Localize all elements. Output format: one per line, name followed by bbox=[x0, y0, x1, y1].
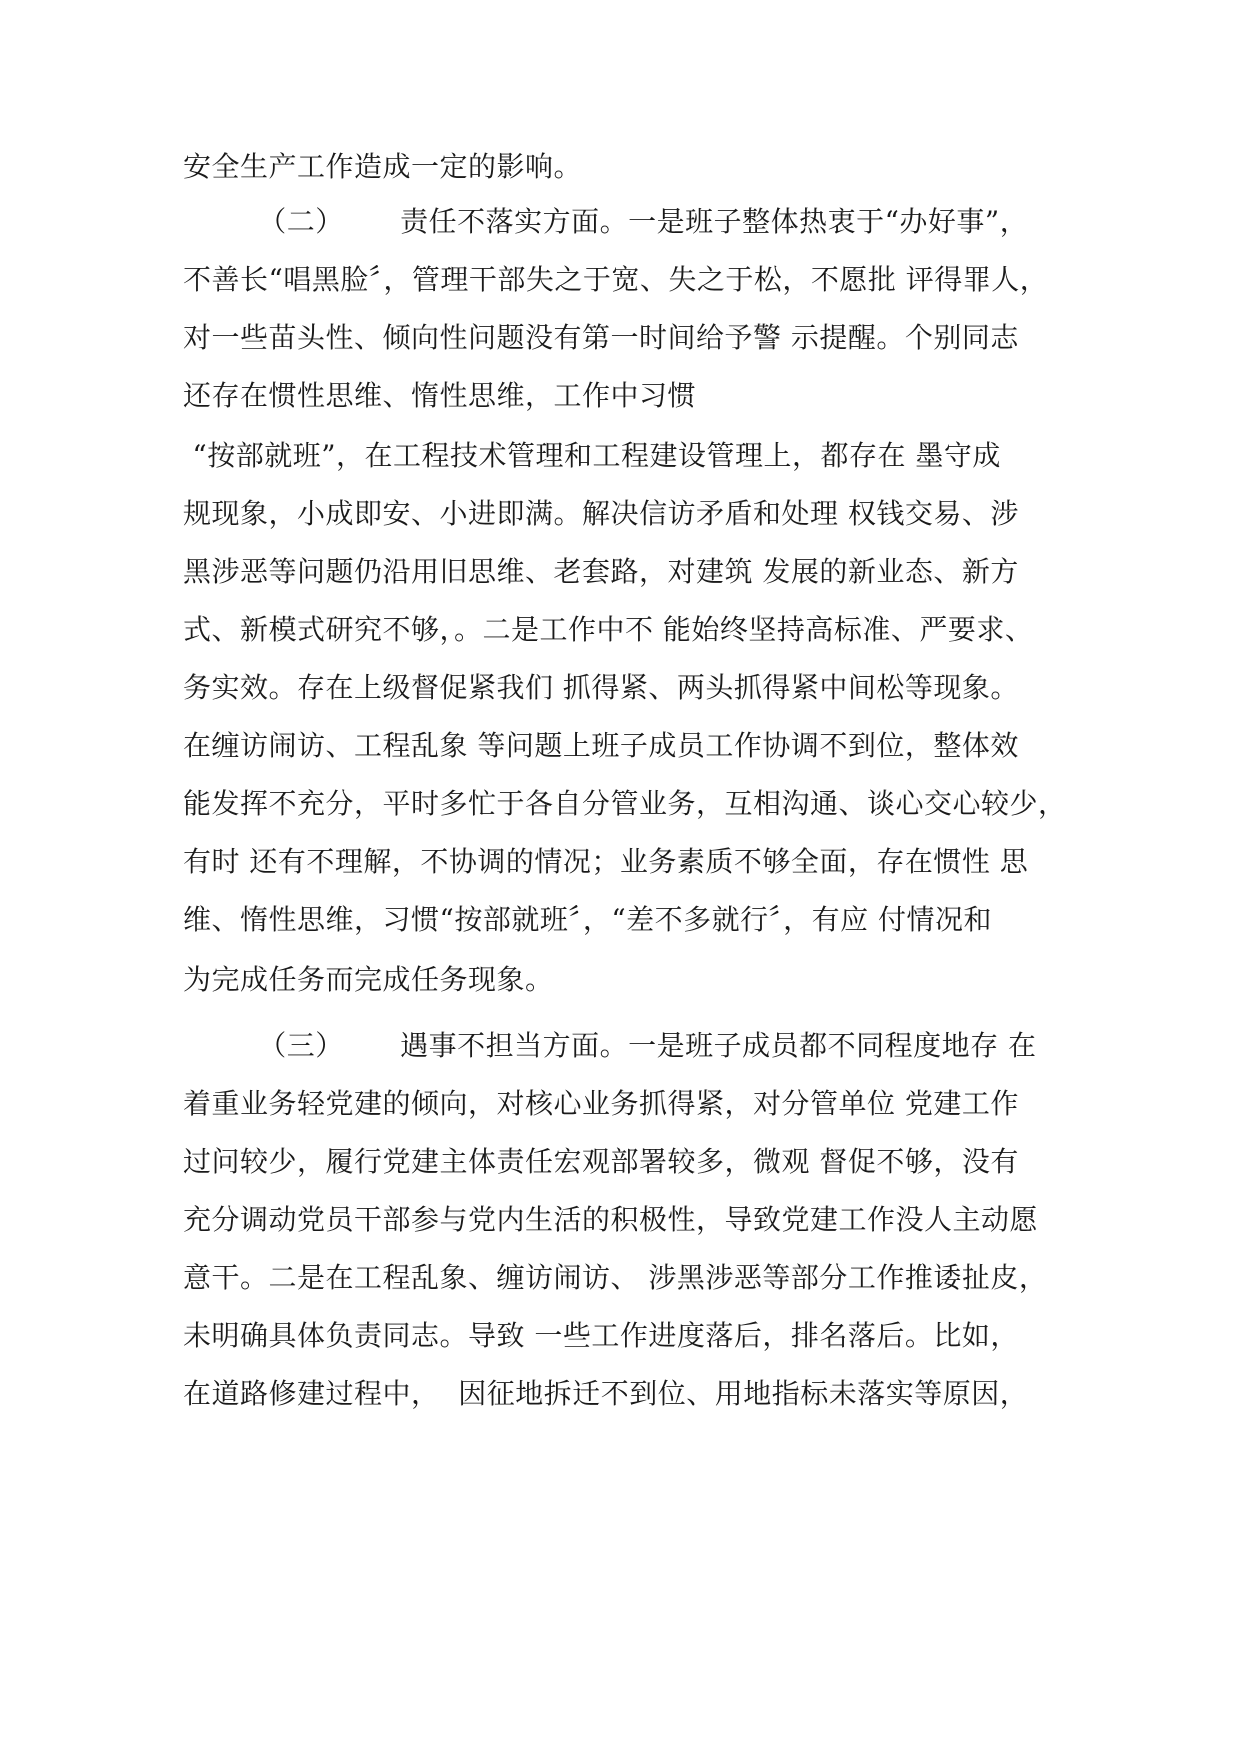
section-heading-line: （三） 遇事不担当方面。一是班子成员都不同程度地存 在 bbox=[183, 1029, 1037, 1062]
text-line: 为完成任务而完成任务现象。 bbox=[183, 963, 554, 996]
text-line: 式、新模式研究不够，。二是工作中不 能始终坚持高标准、严要求、 bbox=[183, 613, 1034, 646]
text-line: 过问较少，履行党建主体责任宏观部署较多，微观 督促不够，没有 bbox=[183, 1145, 1019, 1178]
text-line: 着重业务轻党建的倾向，对核心业务抓得紧，对分管单位 党建工作 bbox=[183, 1087, 1019, 1120]
text-line: 还存在惯性思维、惰性思维，工作中习惯 bbox=[183, 379, 697, 412]
text-line: 在缠访闹访、工程乱象 等问题上班子成员工作协调不到位，整体效 bbox=[183, 729, 1019, 762]
text-line: 在道路修建过程中， 因征地拆迁不到位、用地指标未落实等原因， bbox=[183, 1377, 1029, 1410]
text-line: 黑涉恶等问题仍沿用旧思维、老套路，对建筑 发展的新业态、新方 bbox=[183, 555, 1019, 588]
text-line: 对一些苗头性、倾向性问题没有第一时间给予警 示提醒。个别同志 bbox=[183, 321, 1019, 354]
text-line: 务实效。存在上级督促紧我们 抓得紧、两头抓得紧中间松等现象。 bbox=[183, 671, 1019, 704]
text-line: 未明确具体负责同志。导致 一些工作进度落后，排名落后。比如， bbox=[183, 1319, 1019, 1352]
text-line: 意干。二是在工程乱象、缠访闹访、 涉黑涉恶等部分工作推诿扯皮， bbox=[183, 1261, 1048, 1294]
text-line: 维、惰性思维，习惯“按部就班〞，“差不多就行〞，有应 付情况和 bbox=[183, 903, 993, 936]
text-line: 安全生产工作造成一定的影响。 bbox=[183, 150, 583, 183]
text-line: 有时 还有不理解，不协调的情况；业务素质不够全面，存在惯性 思 bbox=[183, 845, 1029, 878]
text-line: 不善长“唱黑脸〞，管理干部失之于宽、失之于松，不愿批 评得罪人， bbox=[183, 263, 1049, 296]
text-line: 充分调动党员干部参与党内生活的积极性，导致党建工作没人主动愿 bbox=[183, 1203, 1039, 1236]
text-line: “按部就班”，在工程技术管理和工程建设管理上，都存在 墨守成 bbox=[183, 439, 1001, 472]
text-line: 规现象，小成即安、小进即满。解决信访矛盾和处理 权钱交易、涉 bbox=[183, 497, 1019, 530]
section-heading-line: （二） 责任不落实方面。一是班子整体热衷于“办好事”， bbox=[183, 205, 1029, 238]
text-line: 能发挥不充分，平时多忙于各自分管业务，互相沟通、谈心交心较少， bbox=[183, 787, 1067, 820]
